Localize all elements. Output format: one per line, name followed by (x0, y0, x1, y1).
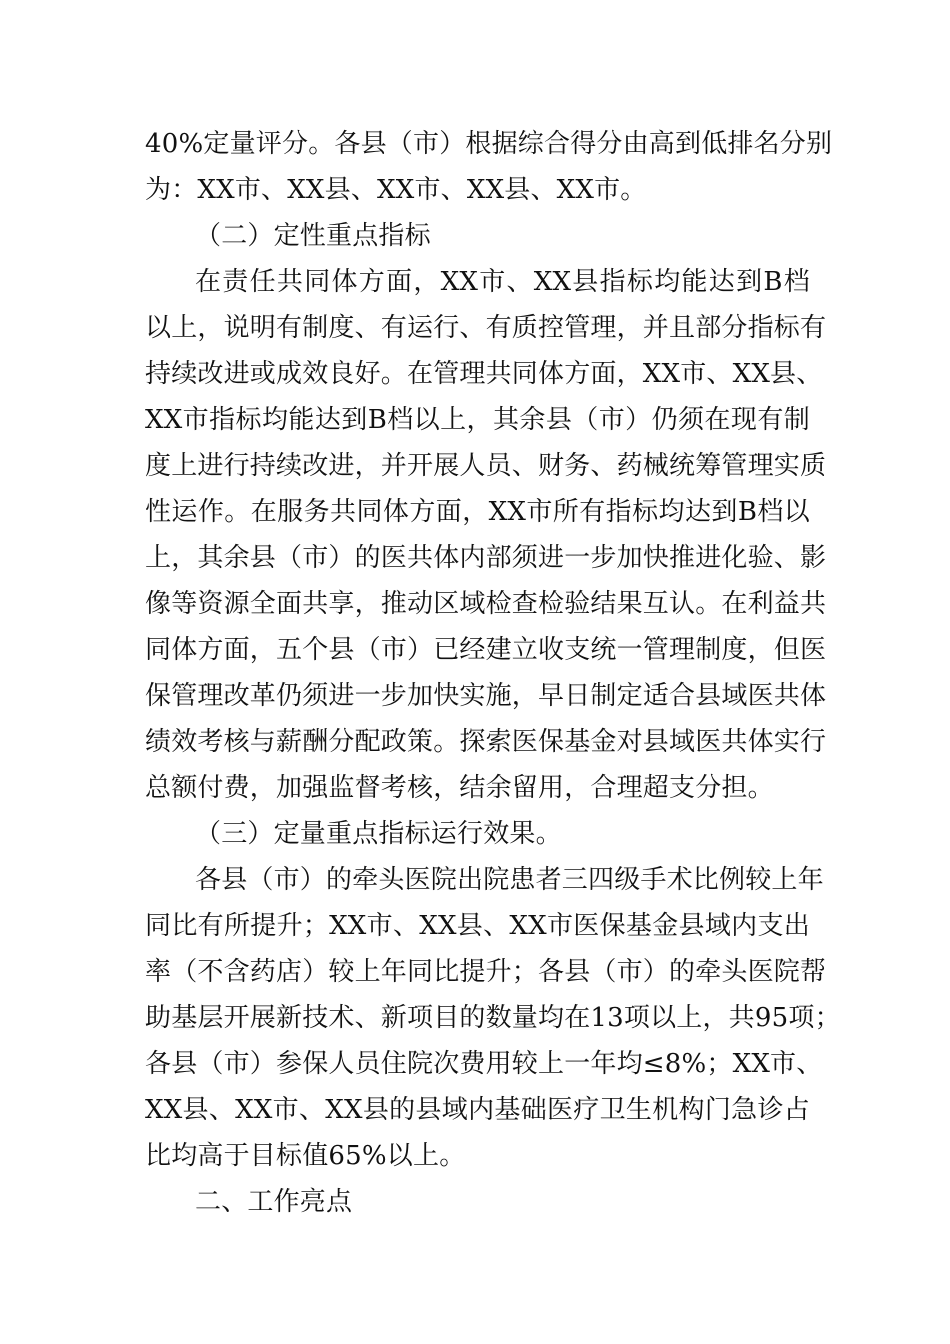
text-line: 度上进行持续改进，并开展人员、财务、药械统筹管理实质 (145, 451, 827, 481)
section-heading: （三）定量重点指标运行效果。 (195, 819, 562, 849)
text-line: 率（不含药店）较上年同比提升；各县（市）的牵头医院帮 (145, 957, 827, 987)
text-line: XX县、XX市、XX县的县域内基础医疗卫生机构门急诊占 (145, 1095, 810, 1125)
text-line: 以上，说明有制度、有运行、有质控管理，并且部分指标有 (145, 313, 827, 343)
section-heading: （二）定性重点指标 (195, 221, 431, 251)
section-heading: 二、工作亮点 (195, 1187, 353, 1217)
text-line: 同比有所提升；XX市、XX县、XX市医保基金县域内支出 (145, 911, 810, 941)
text-line: 保管理改革仍须进一步加快实施，早日制定适合县域医共体 (145, 681, 827, 711)
text-line: XX市指标均能达到B档以上，其余县（市）仍须在现有制 (145, 405, 810, 435)
text-line: 40%定量评分。各县（市）根据综合得分由高到低排名分别 (145, 129, 833, 159)
text-line: 性运作。在服务共同体方面，XX市所有指标均达到B档以 (145, 497, 810, 527)
text-line: 各县（市）的牵头医院出院患者三四级手术比例较上年 (195, 865, 824, 895)
text-line: 上，其余县（市）的医共体内部须进一步加快推进化验、影 (145, 543, 827, 573)
text-line: 助基层开展新技术、新项目的数量均在13项以上，共95项； (145, 1003, 841, 1033)
text-line: 各县（市）参保人员住院次费用较上一年均≤8%；XX市、 (145, 1049, 823, 1079)
text-line: 绩效考核与薪酬分配政策。探索医保基金对县域医共体实行 (145, 727, 827, 757)
text-line: 在责任共同体方面，XX市、XX县指标均能达到B档 (195, 267, 810, 297)
text-line: 比均高于目标值65%以上。 (145, 1141, 466, 1171)
text-line: 同体方面，五个县（市）已经建立收支统一管理制度，但医 (145, 635, 827, 665)
text-line: 像等资源全面共享，推动区域检查检验结果互认。在利益共 (145, 589, 827, 619)
text-line: 为：XX市、XX县、XX市、XX县、XX市。 (145, 175, 647, 205)
text-line: 总额付费，加强监督考核，结余留用，合理超支分担。 (145, 773, 774, 803)
text-line: 持续改进或成效良好。在管理共同体方面，XX市、XX县、 (145, 359, 823, 389)
